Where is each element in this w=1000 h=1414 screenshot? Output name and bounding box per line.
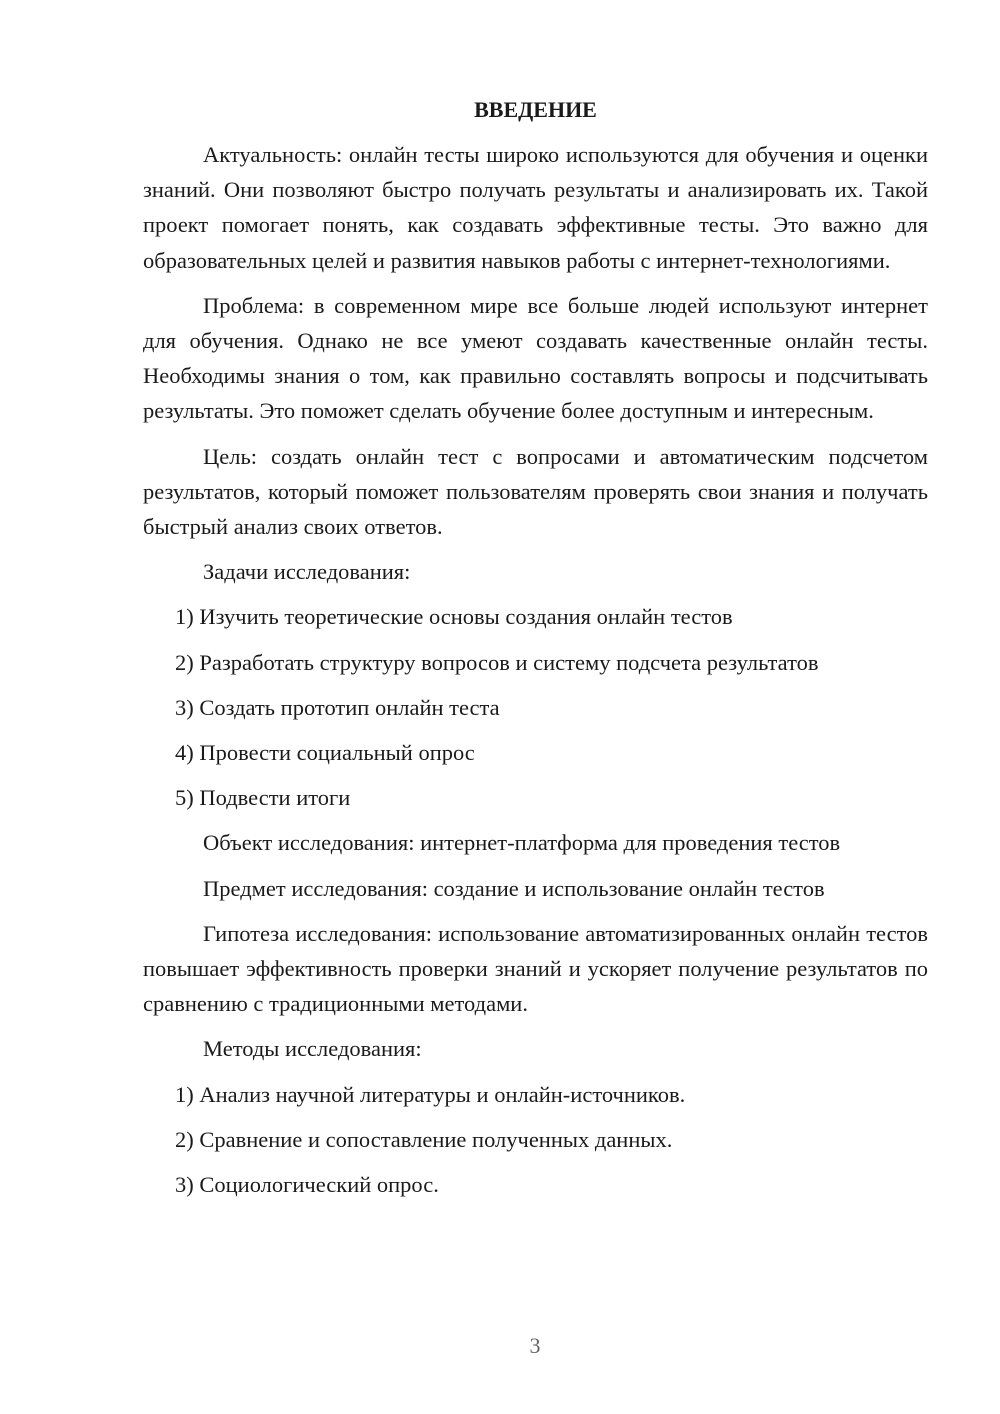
- methods-heading: Методы исследования:: [203, 1036, 422, 1062]
- research-hypothesis: Гипотеза исследования: использование автоматизированных онлайн тестов повышает эффективность проверки знаний и ускоряет получение результатов по сравнению с традиционными методами.: [143, 920, 928, 1017]
- tasks-heading: Задачи исследования:: [203, 559, 411, 585]
- document-page: [143, 95, 928, 1212]
- list-item: 1) Анализ научной литературы и онлайн-источников.: [175, 1081, 686, 1107]
- paragraph-goal: Цель: создать онлайн тест с вопросами и автоматическим подсчетом результатов, который поможет пользователям проверять свои знания и получать быстрый анализ своих ответов.: [143, 443, 928, 540]
- paragraph-problem: Проблема: в современном мире все больше людей используют интернет для обучения. Однако не все умеют создавать качественные онлайн тесты. Необходимы знания о том, как правильно составлять вопросы и подсчитывать результаты. Это поможет сделать обучение более доступным и интересным.: [143, 292, 928, 424]
- page-number: 3: [529, 1333, 541, 1358]
- list-item: 3) Создать прототип онлайн теста: [175, 694, 500, 720]
- list-item: 3) Социологический опрос.: [175, 1172, 439, 1198]
- list-item: 1) Изучить теоретические основы создания онлайн тестов: [175, 604, 733, 630]
- list-item: 5) Подвести итоги: [175, 785, 351, 811]
- methods-list: [143, 1077, 928, 1203]
- document-title: ВВЕДЕНИЕ: [474, 97, 597, 122]
- paragraph-relevance: Актуальность: онлайн тесты широко используются для обучения и оценки знаний. Они позволяют быстро получать результаты и анализировать их. Такой проект помогает понять, как создавать эффективные тесты. Это важно для образовательных целей и развития навыков работы с интернет-технологиями.: [143, 142, 928, 273]
- research-object: Объект исследования: интернет-платформа для проведения тестов: [203, 830, 841, 856]
- list-item: 2) Разработать структуру вопросов и систему подсчета результатов: [175, 649, 819, 675]
- list-item: 4) Провести социальный опрос: [175, 740, 475, 766]
- research-subject: Предмет исследования: создание и использование онлайн тестов: [203, 875, 825, 901]
- list-item: 2) Сравнение и сопоставление полученных данных.: [175, 1126, 673, 1152]
- tasks-list: [143, 599, 928, 815]
